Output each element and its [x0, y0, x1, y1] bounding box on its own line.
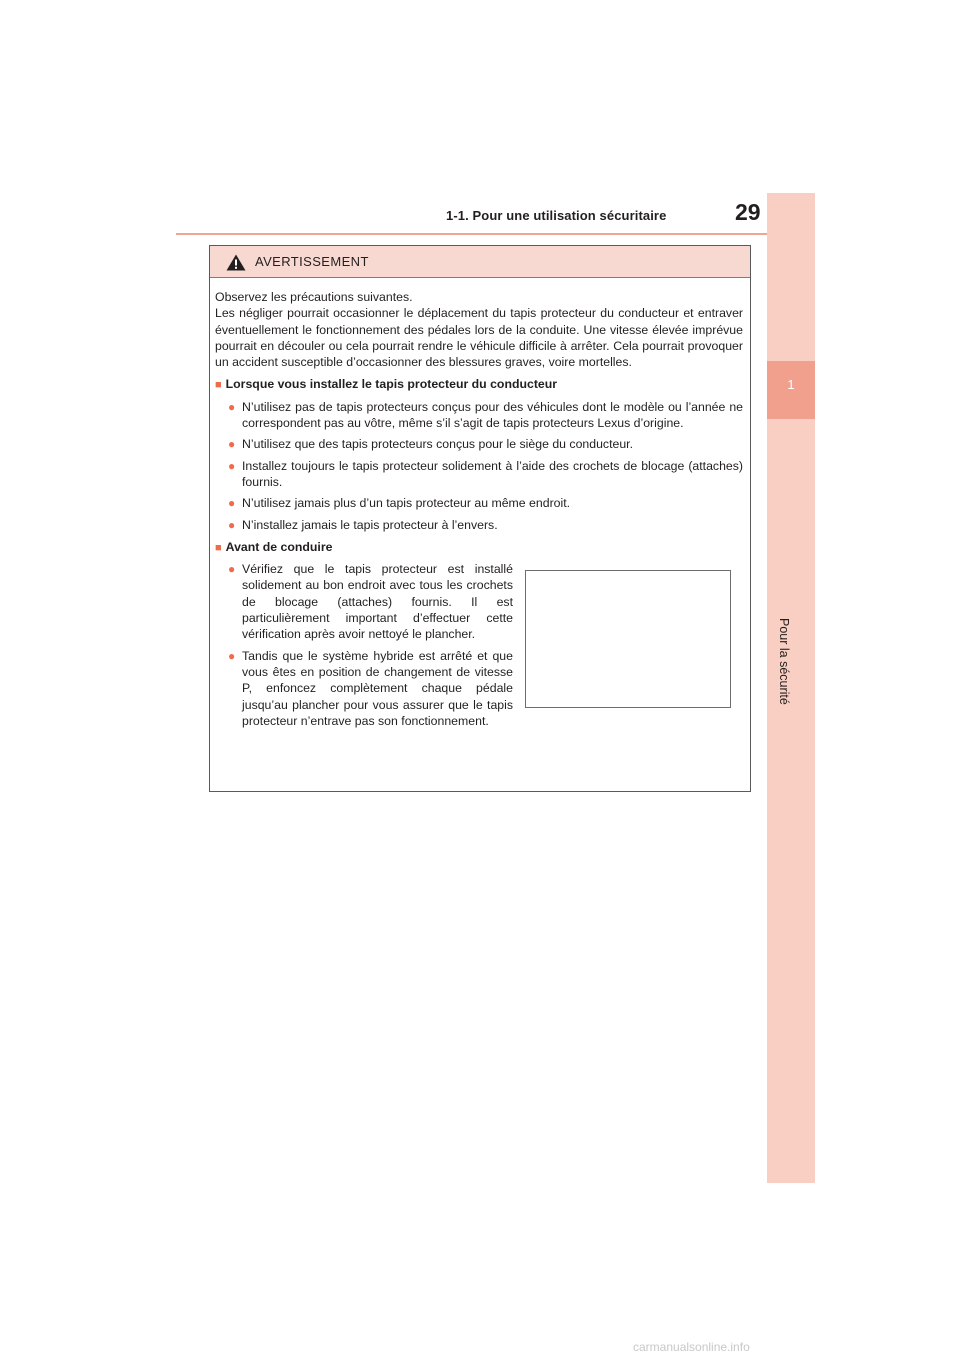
- section-heading: [215, 539, 743, 556]
- section-heading-text: Avant de conduire: [225, 539, 333, 554]
- list-item-text: Vérifiez que le tapis protecteur est installé solidement au bon endroit avec tous les crochets de blocage (attaches) fournis. Il est particulièrement important d’effectuer cette vérification après avoir nettoyé le plancher.: [242, 562, 513, 642]
- section-heading-text: Lorsque vous installez le tapis protecteur du conducteur: [225, 377, 558, 392]
- section-list: [215, 556, 513, 729]
- page-number: 29: [735, 199, 761, 225]
- list-item-text: Installez toujours le tapis protecteur solidement à l’aide des crochets de blocage (attaches) fournis.: [242, 458, 743, 489]
- warning-intro: [215, 289, 743, 370]
- section-heading: [215, 376, 743, 393]
- warning-title: AVERTISSEMENT: [255, 254, 369, 269]
- warning-triangle-icon: [226, 254, 246, 271]
- list-item: [215, 517, 743, 533]
- intro-line: Observez les précautions suivantes.: [215, 290, 413, 304]
- round-bullet-icon: ●: [228, 399, 236, 414]
- warning-box: [209, 245, 751, 792]
- round-bullet-icon: ●: [228, 648, 236, 663]
- round-bullet-icon: ●: [228, 458, 236, 473]
- round-bullet-icon: ●: [228, 437, 236, 452]
- list-item: [215, 495, 743, 511]
- chapter-number: 1: [767, 361, 815, 419]
- list-item: [215, 561, 513, 642]
- two-column-block: [215, 556, 743, 729]
- round-bullet-icon: ●: [228, 517, 236, 532]
- header-rule: [176, 233, 815, 235]
- chapter-label: Pour la sécurité: [777, 618, 791, 705]
- warning-body: [210, 278, 750, 729]
- list-item-text: N’utilisez pas de tapis protecteurs conçus pour des véhicules dont le modèle ou l’année ne correspondent pas au vôtre, même s’il s’agit de tapis protecteurs Lexus d’origine.: [242, 399, 743, 431]
- watermark: carmanualsonline.info: [633, 1340, 750, 1354]
- running-header-title: 1-1. Pour une utilisation sécuritaire: [446, 208, 667, 223]
- list-item: [215, 436, 743, 452]
- section-list: [215, 399, 743, 533]
- round-bullet-icon: ●: [228, 496, 236, 511]
- chapter-side-tab: [767, 193, 815, 1183]
- warning-header: [210, 246, 750, 278]
- list-item-text: N’utilisez jamais plus d’un tapis protecteur au même endroit.: [242, 496, 571, 511]
- list-item-text: N’utilisez que des tapis protecteurs conçus pour le siège du conducteur.: [242, 437, 633, 452]
- round-bullet-icon: ●: [228, 562, 236, 577]
- list-item: [215, 648, 513, 729]
- list-item: [215, 458, 743, 491]
- list-item: [215, 399, 743, 432]
- list-item-text: N’installez jamais le tapis protecteur à l’envers.: [242, 517, 498, 532]
- square-bullet-icon: ■: [215, 379, 222, 392]
- square-bullet-icon: ■: [215, 541, 222, 554]
- intro-paragraph: Les négliger pourrait occasionner le déplacement du tapis protecteur du conducteur et entraver éventuellement le fonctionnement des pédales lors de la conduite. Une vitesse élevée imprévue pourrait en découler ou cela pourrait rendre le véhicule difficile à arrêter. Cela pourrait provoquer un accident susceptible d’occasionner des blessures graves, voire mortelles.: [215, 306, 743, 370]
- illustration-frame: [525, 570, 731, 708]
- list-item-text: Tandis que le système hybride est arrêté et que vous êtes en position de changement de vitesse P, enfoncez complètement chaque pédale jusqu’au plancher pour vous assurer que le tapis protecteur n’entrave pas son fonctionnement.: [242, 648, 513, 728]
